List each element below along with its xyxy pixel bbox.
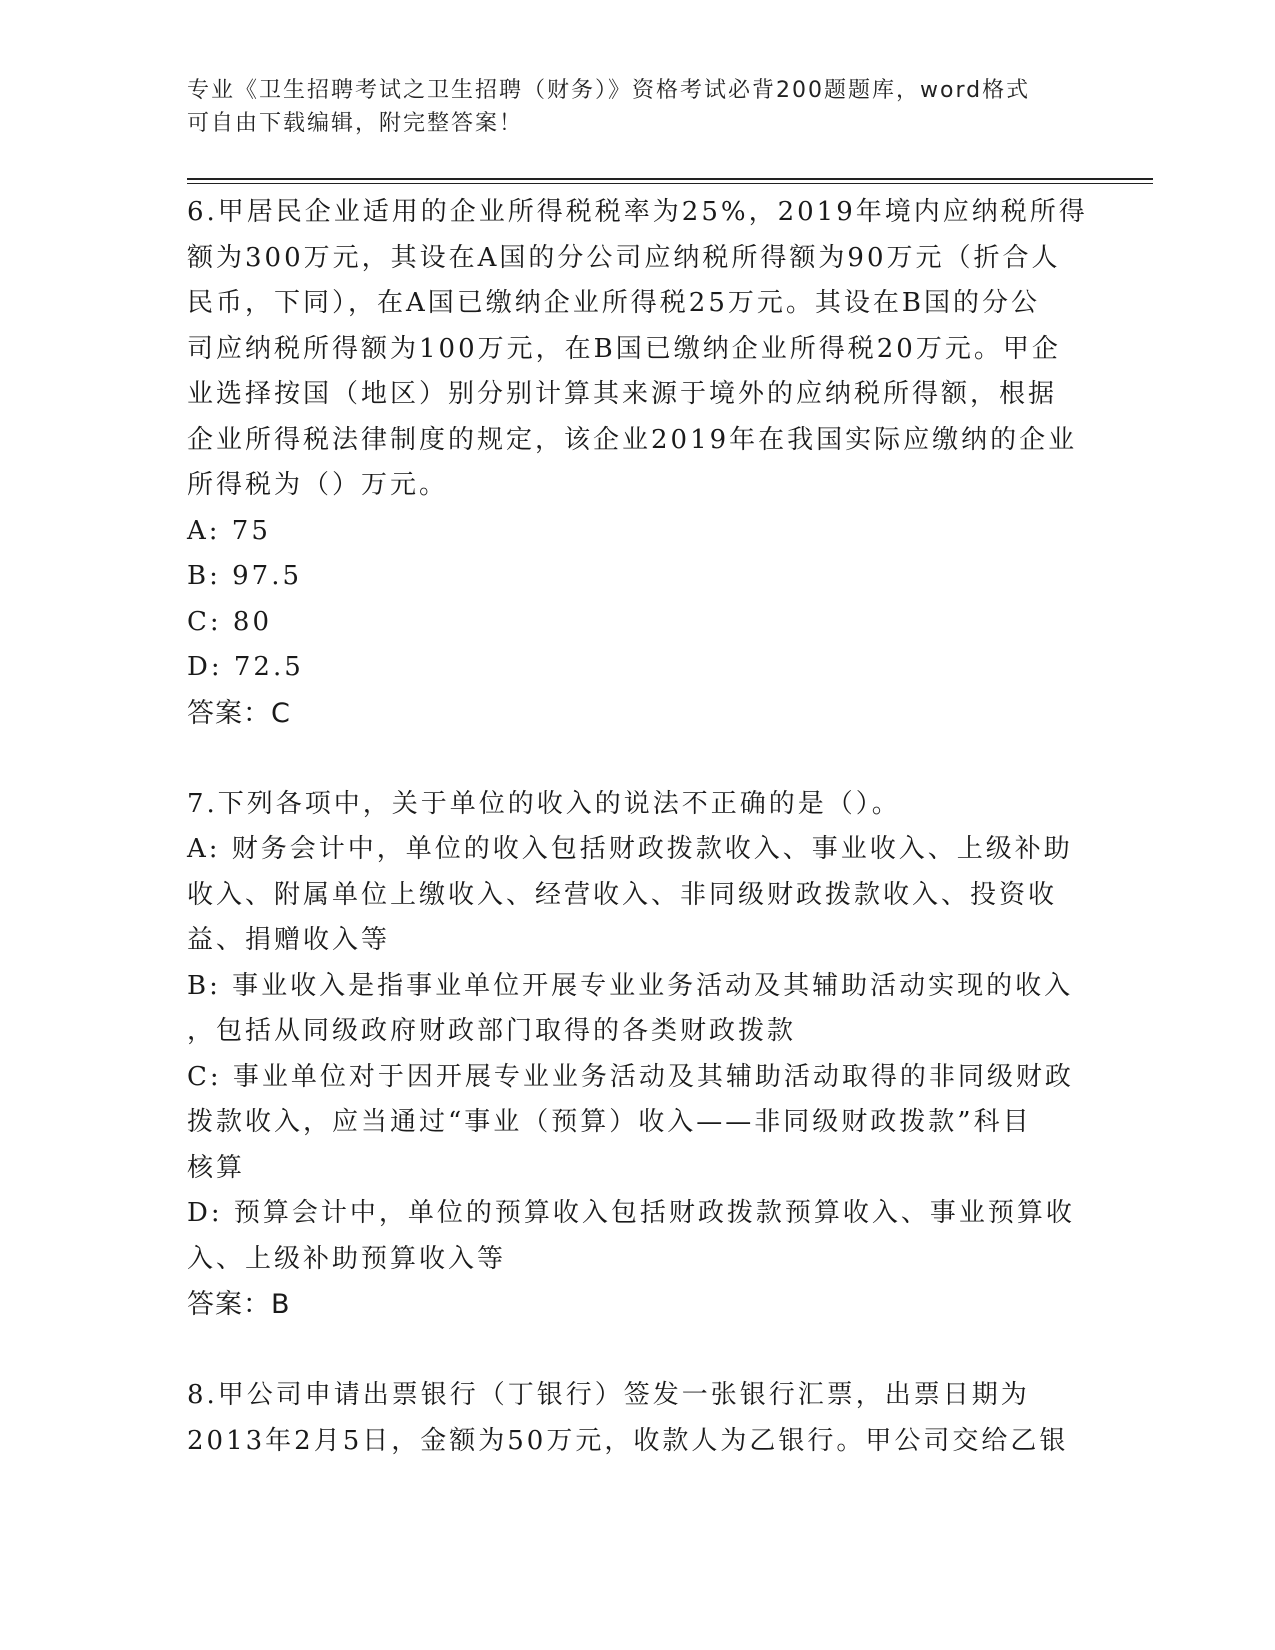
header-divider-thick <box>187 178 1153 180</box>
document-header <box>187 74 1067 140</box>
answer-label: 答案：C <box>187 697 291 729</box>
header-title-line-1: 专业《卫生招聘考试之卫生招聘（财务）》资格考试必背200题题库，word格式 <box>187 78 1031 103</box>
option-c: C: 80 <box>187 606 273 637</box>
question-stem-line: 额为300万元，其设在A国的分公司应纳税所得额为90万元（折合人 <box>187 242 1061 273</box>
answer-label: 答案：B <box>187 1289 291 1320</box>
option-b-continued: ，包括从同级政府财政部门取得的各类财政拨款 <box>187 1016 797 1046</box>
header-title-line-2: 可自由下载编辑，附完整答案！ <box>187 111 524 136</box>
option-d-continued: 入、上级补助预算收入等 <box>187 1243 507 1274</box>
question-stem-line: 民币，下同），在A国已缴纳企业所得税25万元。其设在B国的分公 <box>187 288 1040 318</box>
question-stem-line: 所得税为（）万元。 <box>187 470 449 500</box>
question-8 <box>187 1373 1087 1464</box>
question-stem-line: 6.甲居民企业适用的企业所得税税率为25%，2019年境内应纳税所得 <box>187 197 1088 227</box>
question-6 <box>187 190 1087 736</box>
option-c-continued: 拨款收入，应当通过“事业（预算）收入——非同级财政拨款”科目 <box>187 1107 1032 1137</box>
question-stem-line: 司应纳税所得额为100万元，在B国已缴纳企业所得税20万元。甲企 <box>187 333 1061 364</box>
option-a-continued: 益、捐赠收入等 <box>187 925 391 955</box>
question-stem-line: 2013年2月5日，金额为50万元，收款人为乙银行。甲公司交给乙银 <box>187 1425 1069 1456</box>
option-b: B: 97.5 <box>187 561 303 591</box>
question-spacer <box>187 1328 1087 1374</box>
option-c: C: 事业单位对于因开展专业业务活动及其辅助活动取得的非同级财政 <box>187 1061 1074 1092</box>
option-d: D: 72.5 <box>187 652 304 682</box>
option-a: A: 财务会计中，单位的收入包括财政拨款收入、事业收入、上级补助 <box>187 834 1073 864</box>
question-stem-line: 企业所得税法律制度的规定，该企业2019年在我国实际应缴纳的企业 <box>187 424 1078 455</box>
option-c-continued: 核算 <box>187 1152 246 1183</box>
header-divider-thin <box>187 183 1153 184</box>
question-stem-line: 业选择按国（地区）别分别计算其来源于境外的应纳税所得额，根据 <box>187 379 1058 409</box>
option-d: D: 预算会计中，单位的预算收入包括财政拨款预算收入、事业预算收 <box>187 1198 1075 1228</box>
question-list <box>187 190 1087 1464</box>
question-7 <box>187 782 1087 1328</box>
option-a: A: 75 <box>187 515 271 546</box>
question-stem-line: 8.甲公司申请出票银行（丁银行）签发一张银行汇票，出票日期为 <box>187 1380 1030 1410</box>
question-spacer <box>187 736 1087 782</box>
option-b: B: 事业收入是指事业单位开展专业业务活动及其辅助活动实现的收入 <box>187 970 1074 1001</box>
question-stem-line: 7.下列各项中，关于单位的收入的说法不正确的是（）。 <box>187 788 901 819</box>
option-a-continued: 收入、附属单位上缴收入、经营收入、非同级财政拨款收入、投资收 <box>187 879 1058 910</box>
